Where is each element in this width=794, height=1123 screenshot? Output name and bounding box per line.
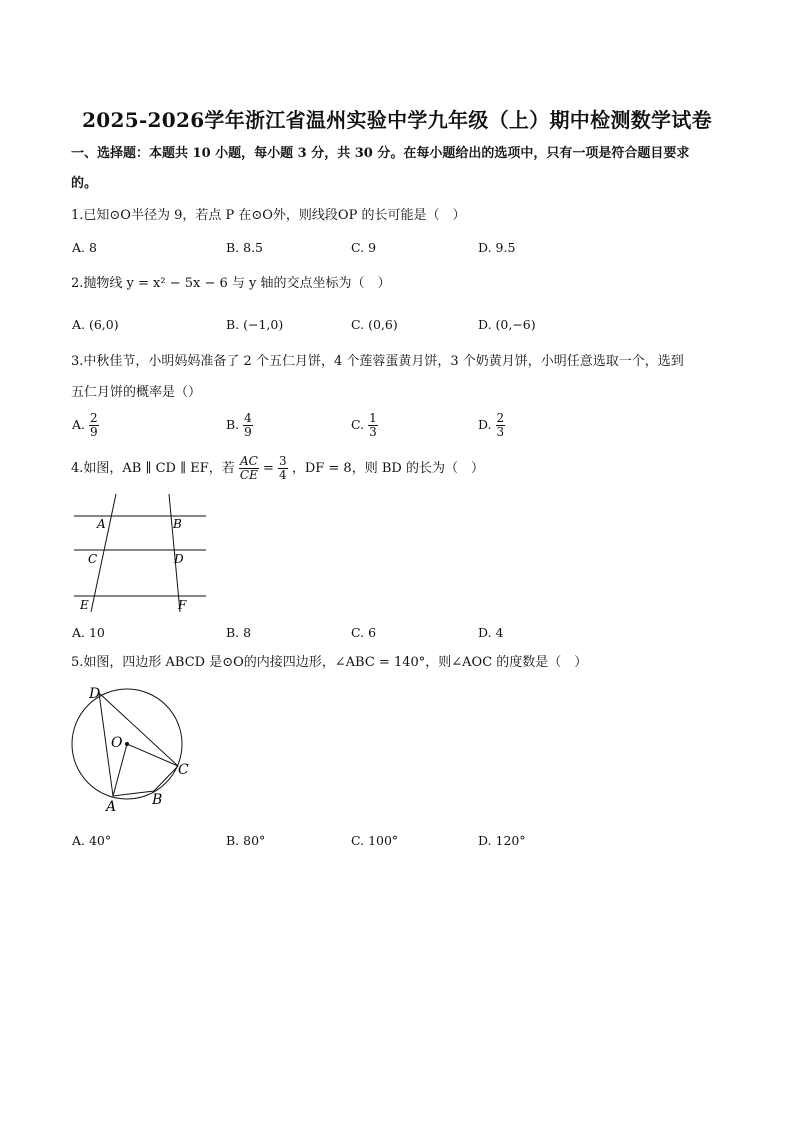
q2-option-c: C. (0,6) bbox=[351, 317, 398, 332]
q3-option-c-letter: C. bbox=[351, 417, 365, 432]
q2-option-d: D. (0,−6) bbox=[478, 317, 536, 332]
q4-option-d: D. 4 bbox=[478, 625, 504, 640]
q3-option-a-letter: A. bbox=[72, 417, 86, 432]
q1-option-b: B. 8.5 bbox=[226, 240, 264, 255]
question-5-stem: 5.如图，四边形 ABCD 是⊙O的内接四边形，∠ABC = 140°，则∠AOC 的度数是（ ） bbox=[71, 655, 588, 670]
q4-ratio-fraction: $\frac{AC}{CE}$ bbox=[239, 454, 258, 482]
section-heading-line1: 一、选择题：本题共 10 小题，每小题 3 分，共 30 分。在每小题给出的选项中，只有一项是符合题目要求 bbox=[71, 146, 690, 161]
label-b: B bbox=[152, 792, 163, 808]
page-title: 2025-2026学年浙江省温州实验中学九年级（上）期中检测数学试卷 bbox=[82, 108, 712, 132]
question-3-stem-line2: 五仁月饼的概率是（） bbox=[71, 385, 202, 400]
label-e: E bbox=[80, 598, 89, 612]
label-c: C bbox=[178, 762, 189, 778]
q5-option-a: A. 40° bbox=[72, 833, 112, 848]
q3-option-b-letter: B. bbox=[226, 417, 240, 432]
question-2-stem: 2.抛物线 y = x² − 5x − 6 与 y 轴的交点坐标为（ ） bbox=[71, 276, 391, 291]
q4-option-c: C. 6 bbox=[351, 625, 377, 640]
radius-oa bbox=[113, 744, 127, 796]
center-point bbox=[125, 742, 129, 746]
q1-option-c: C. 9 bbox=[351, 240, 377, 255]
q1-option-d: D. 9.5 bbox=[478, 240, 516, 255]
label-f: F bbox=[178, 598, 187, 612]
q3-option-a-fraction: $\frac{2}{9}$ bbox=[90, 411, 98, 439]
question-1-stem: 1.已知⊙O半径为 9，若点 P 在⊙O外，则线段OP 的长可能是（ ） bbox=[71, 208, 466, 223]
q4-value-fraction: $\frac{3}{4}$ bbox=[279, 454, 287, 482]
label-d: D bbox=[89, 686, 101, 702]
q5-option-c: C. 100° bbox=[351, 833, 399, 848]
radius-oc bbox=[127, 744, 178, 766]
q3-option-c-fraction: $\frac{1}{3}$ bbox=[369, 411, 377, 439]
q3-option-a bbox=[72, 412, 99, 439]
question-3-stem-line1: 3.中秋佳节，小明妈妈准备了 2 个五仁月饼，4 个莲蓉蛋黄月饼，3 个奶黄月饼，小明任意选取一个，选到 bbox=[71, 354, 684, 369]
q2-option-a: A. (6,0) bbox=[72, 317, 119, 332]
label-a: A bbox=[106, 799, 117, 815]
label-a: A bbox=[97, 517, 106, 531]
q3-option-b-fraction: $\frac{4}{9}$ bbox=[244, 411, 252, 439]
q3-option-b bbox=[226, 412, 253, 439]
q3-option-d-letter: D. bbox=[478, 417, 492, 432]
q3-option-d bbox=[478, 412, 505, 439]
q4-equals: = bbox=[263, 461, 274, 476]
label-b: B bbox=[173, 517, 182, 531]
q5-option-b: B. 80° bbox=[226, 833, 266, 848]
q4-parallel-lines-figure bbox=[70, 492, 215, 614]
q4-stem-post: ，DF = 8，则 BD 的长为（ ） bbox=[291, 461, 484, 476]
label-d: D bbox=[174, 552, 184, 566]
label-o: O bbox=[111, 735, 123, 751]
q4-stem-pre: 4.如图，AB ∥ CD ∥ EF，若 bbox=[71, 461, 235, 476]
q4-option-a: A. 10 bbox=[72, 625, 105, 640]
q4-option-b: B. 8 bbox=[226, 625, 252, 640]
q1-option-a: A. 8 bbox=[72, 240, 97, 255]
q3-option-c bbox=[351, 412, 378, 439]
q2-option-b: B. (−1,0) bbox=[226, 317, 284, 332]
q5-circle-figure bbox=[66, 680, 196, 815]
label-c: C bbox=[88, 552, 98, 566]
q3-option-d-fraction: $\frac{2}{3}$ bbox=[496, 411, 505, 439]
question-4-stem bbox=[71, 455, 484, 482]
section-heading-line2: 的。 bbox=[71, 176, 98, 191]
q5-option-d: D. 120° bbox=[478, 833, 526, 848]
